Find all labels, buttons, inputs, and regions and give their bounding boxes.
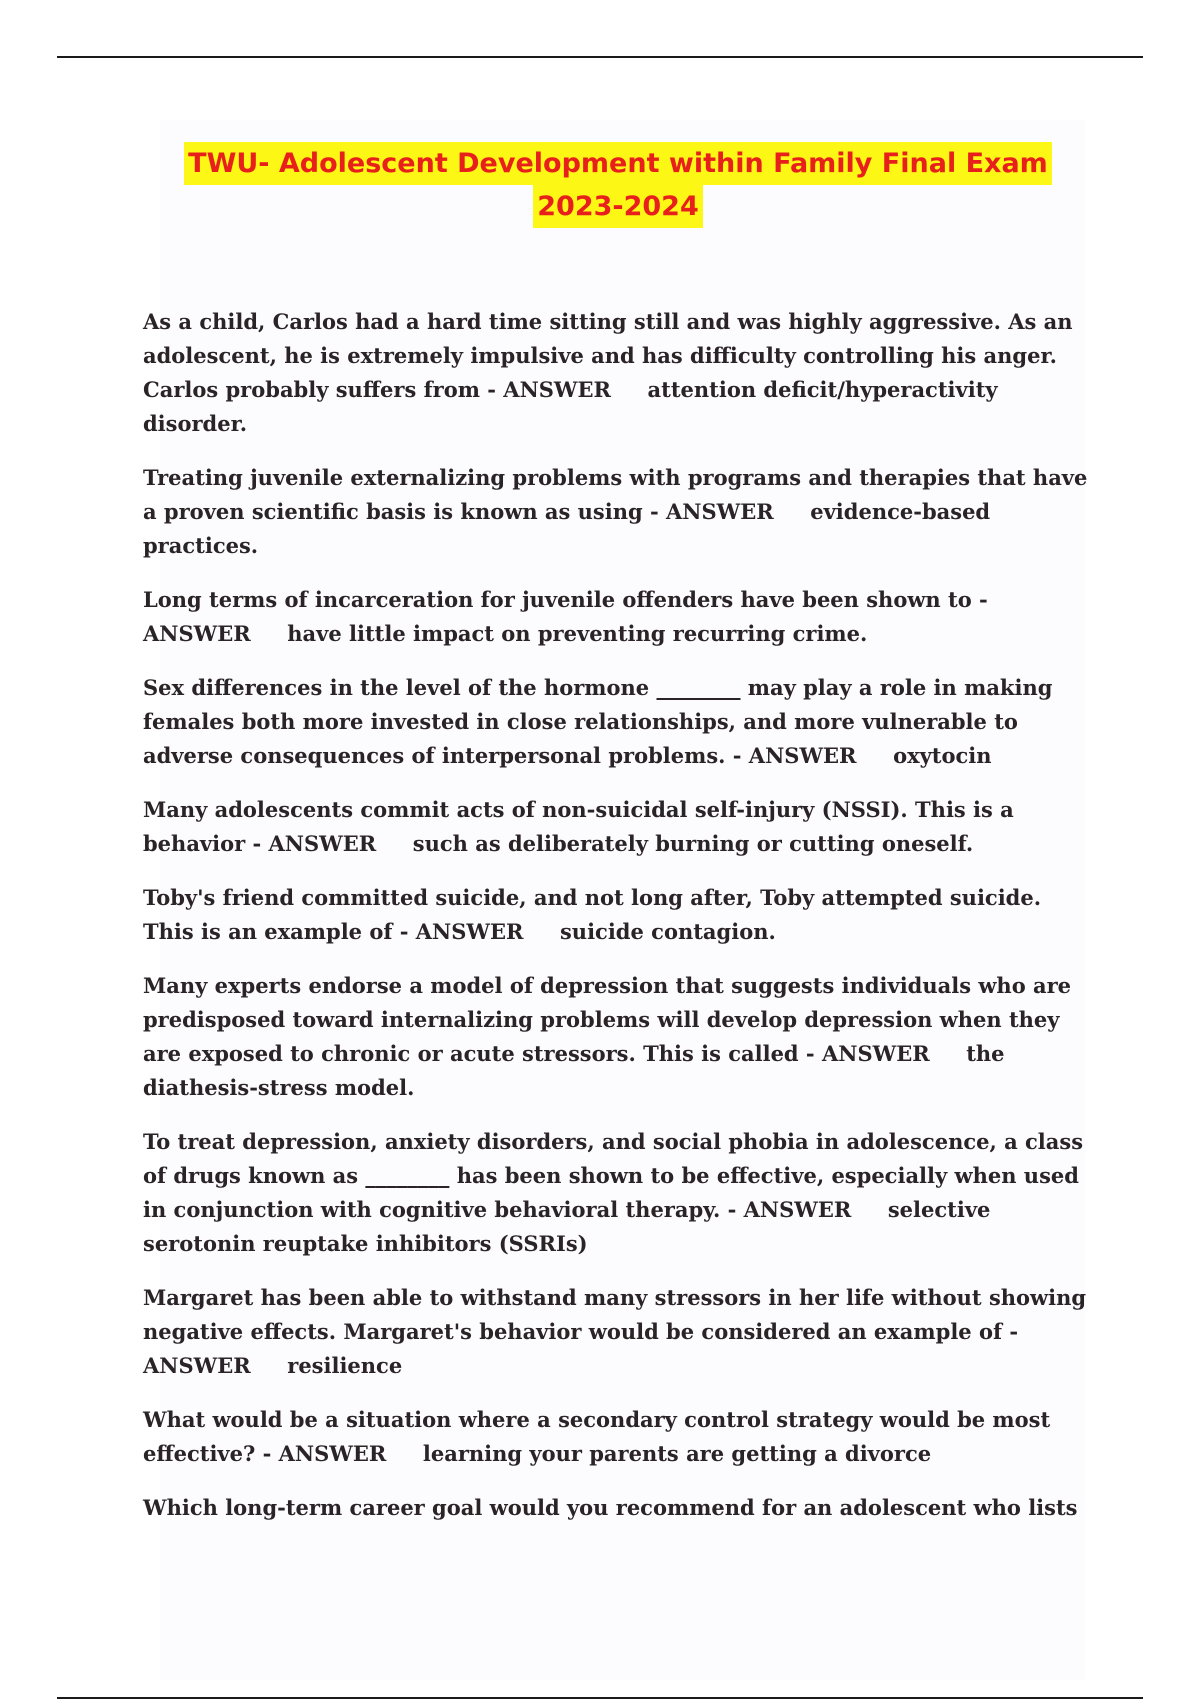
- qa-item: Many adolescents commit acts of non-suicidal self-injury (NSSI). This is a behavior - ANSWER such as deliberately burning or cutting oneself.: [143, 797, 1022, 856]
- qa-item: Margaret has been able to withstand many stressors in her life without showing negative effects. Margaret's behavior would be considered an example of - ANSWER resilience: [143, 1285, 1094, 1378]
- qa-item: Long terms of incarceration for juvenile offenders have been shown to - ANSWER have little impact on preventing recurring crime.: [143, 587, 996, 646]
- qa-item: To treat depression, anxiety disorders, and social phobia in adolescence, a class of drugs known as ________ has been shown to be effective, especially when used in conjunction with cognitive behavioral therapy. - ANSWER selective serotonin reuptake inhibitors (SSRIs): [143, 1129, 1091, 1256]
- qa-item: As a child, Carlos had a hard time sitting still and was highly aggressive. As an adolescent, he is extremely impulsive and has difficulty controlling his anger. Carlos probably suffers from - ANSWER attention deficit/hyperactivity disorder.: [143, 309, 1080, 436]
- qa-item: Treating juvenile externalizing problems with programs and therapies that have a proven scientific basis is known as using - ANSWER evidence-based practices.: [143, 465, 1095, 558]
- qa-item: Many experts endorse a model of depression that suggests individuals who are predisposed toward internalizing problems will develop depression when they are exposed to chronic or acute stressors. This is called - ANSWER the diathesis-stress model.: [143, 973, 1079, 1100]
- qa-item: Which long-term career goal would you recommend for an adolescent who lists: [143, 1495, 1078, 1520]
- title-line-1: TWU- Adolescent Development within Family Final Exam: [184, 142, 1052, 185]
- bottom-divider: [57, 1697, 1143, 1699]
- top-divider: [57, 56, 1143, 58]
- qa-item: Sex differences in the level of the hormone ________ may play a role in making females both more invested in close relationships, and more vulnerable to adverse consequences of interpersonal problems. - ANSWER oxytocin: [143, 675, 1060, 768]
- title-line-2: 2023-2024: [533, 185, 703, 228]
- qa-list: [143, 305, 1093, 1545]
- qa-item: Toby's friend committed suicide, and not long after, Toby attempted suicide. This is an example of - ANSWER suicide contagion.: [143, 885, 1049, 944]
- qa-item: What would be a situation where a secondary control strategy would be most effective? - ANSWER learning your parents are getting a divorce: [143, 1407, 1058, 1466]
- page-title: [0, 142, 1200, 228]
